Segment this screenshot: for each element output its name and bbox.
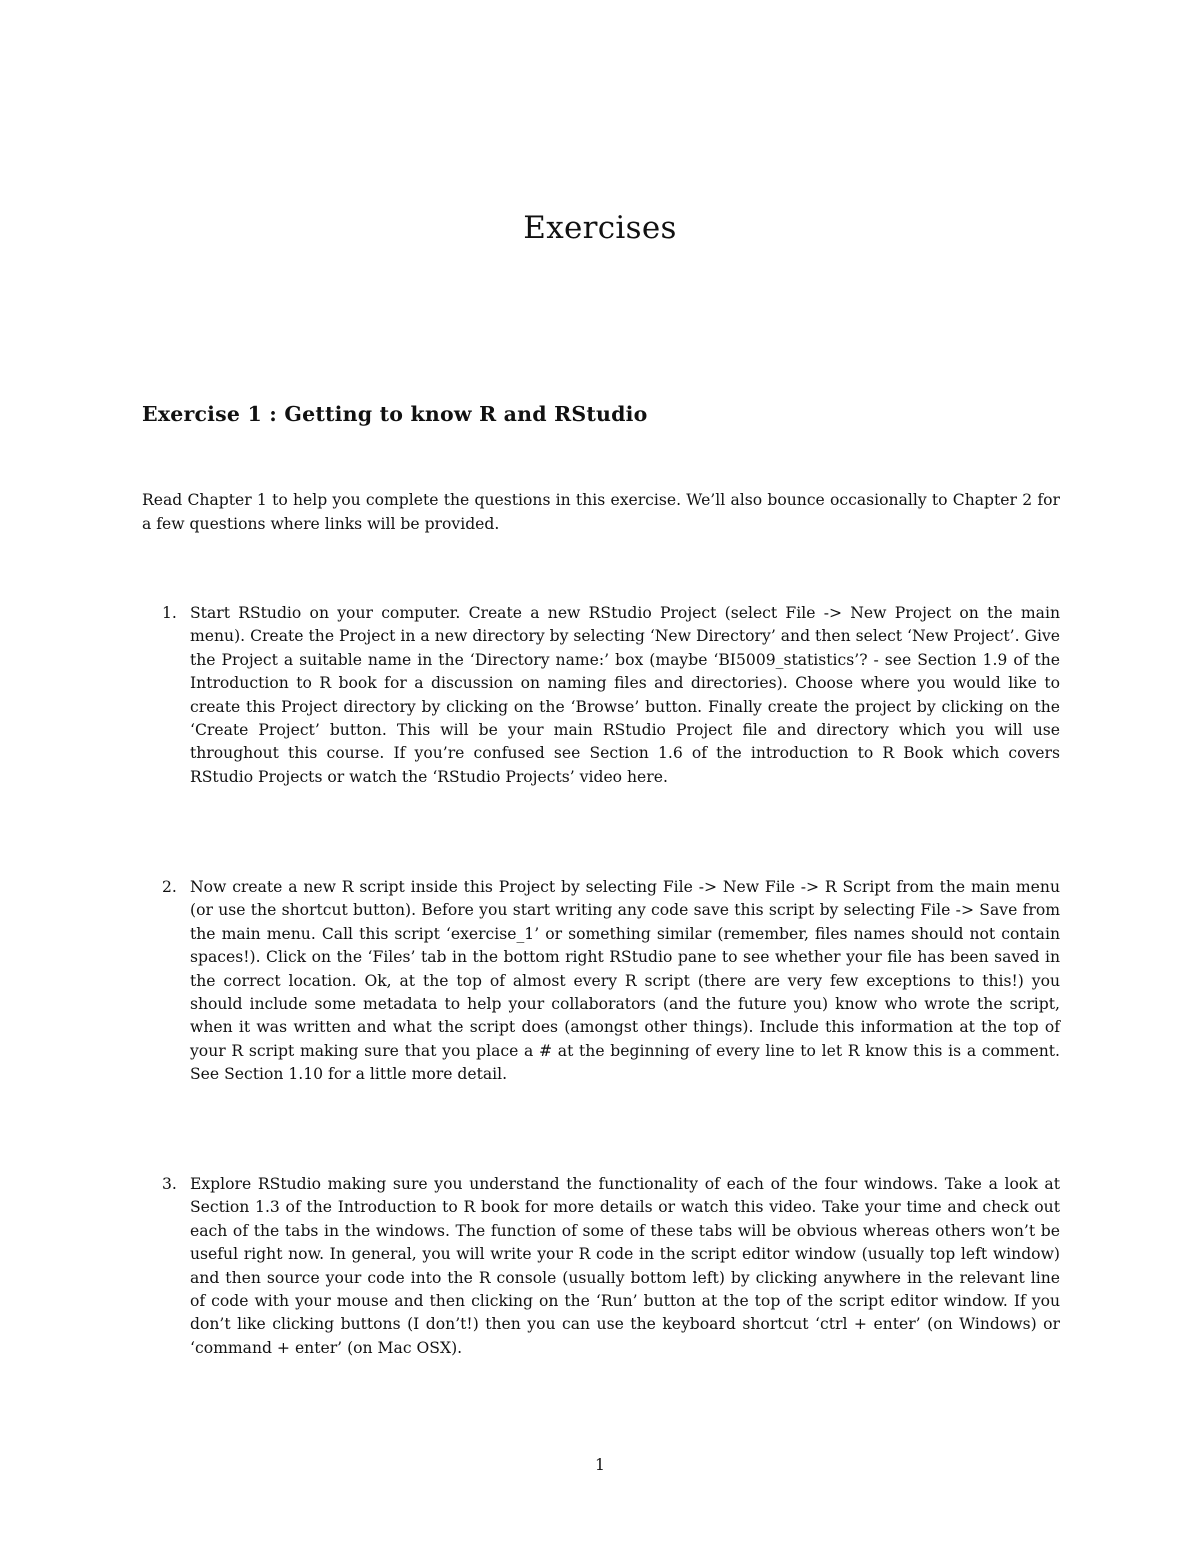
item-text: Now create a new R script inside this Project by selecting File -> New File -> R Script from the main menu (or use the shortcut button). Before you start writing any code save this script by selecting File -> Save from the main menu. Call this script ‘exercise_1’ or something similar (remember, files names should not contain spaces!). Click on the ‘Files’ tab in the bottom right RStudio pane to see whether your file has been saved in the correct location. Ok, at the top of almost every R script (there are very few exceptions to this!) you should include some metadata to help your collaborators (and the future you) know who wrote the script, when it was written and what the script does (amongst other things). Include this information at the top of your R script making sure that you place a # at the beginning of every line to let R know this is a comment. See Section 1.10 for a little more detail. xyxy=(190,878,1060,1084)
intro-paragraph: Read Chapter 1 to help you complete the questions in this exercise. We’ll also bounce occasionally to Chapter 2 for a few questions where links will be provided. xyxy=(142,491,1060,533)
document-title: Exercises xyxy=(523,210,677,246)
page-number: 1 xyxy=(595,1456,605,1474)
item-text: Start RStudio on your computer. Create a new RStudio Project (select File -> New Project on the main menu). Create the Project in a new directory by selecting ‘New Directory’ and then select ‘New Project’. Give the Project a suitable name in the ‘Directory name:’ box (maybe ‘BI5009_statistics’? - see Section 1.9 of the Introduction to R book for a discussion on naming files and directories). Choose where you would like to create this Project directory by clicking on the ‘Browse’ button. Finally create the project by clicking on the ‘Create Project’ button. This will be your main RStudio Project file and directory which you will use throughout this course. If you’re confused see Section 1.6 of the introduction to R Book which covers RStudio Projects or watch the ‘RStudio Projects’ video here. xyxy=(190,604,1060,786)
item-number: 2. xyxy=(162,878,177,896)
section-heading: Exercise 1 : Getting to know R and RStudio xyxy=(142,402,648,426)
item-number: 3. xyxy=(162,1175,177,1193)
item-number: 1. xyxy=(162,604,177,622)
item-text: Explore RStudio making sure you understand the functionality of each of the four windows. Take a look at Section 1.3 of the Introduction to R book for more details or watch this video. Take your time and check out each of the tabs in the windows. The function of some of these tabs will be obvious whereas others won’t be useful right now. In general, you will write your R code in the script editor window (usually top left window) and then source your code into the R console (usually bottom left) by clicking anywhere in the relevant line of code with your mouse and then clicking on the ‘Run’ button at the top of the script editor window. If you don’t like clicking buttons (I don’t!) then you can use the keyboard shortcut ‘ctrl + enter’ (on Windows) or ‘command + enter’ (on Mac OSX). xyxy=(190,1175,1060,1357)
